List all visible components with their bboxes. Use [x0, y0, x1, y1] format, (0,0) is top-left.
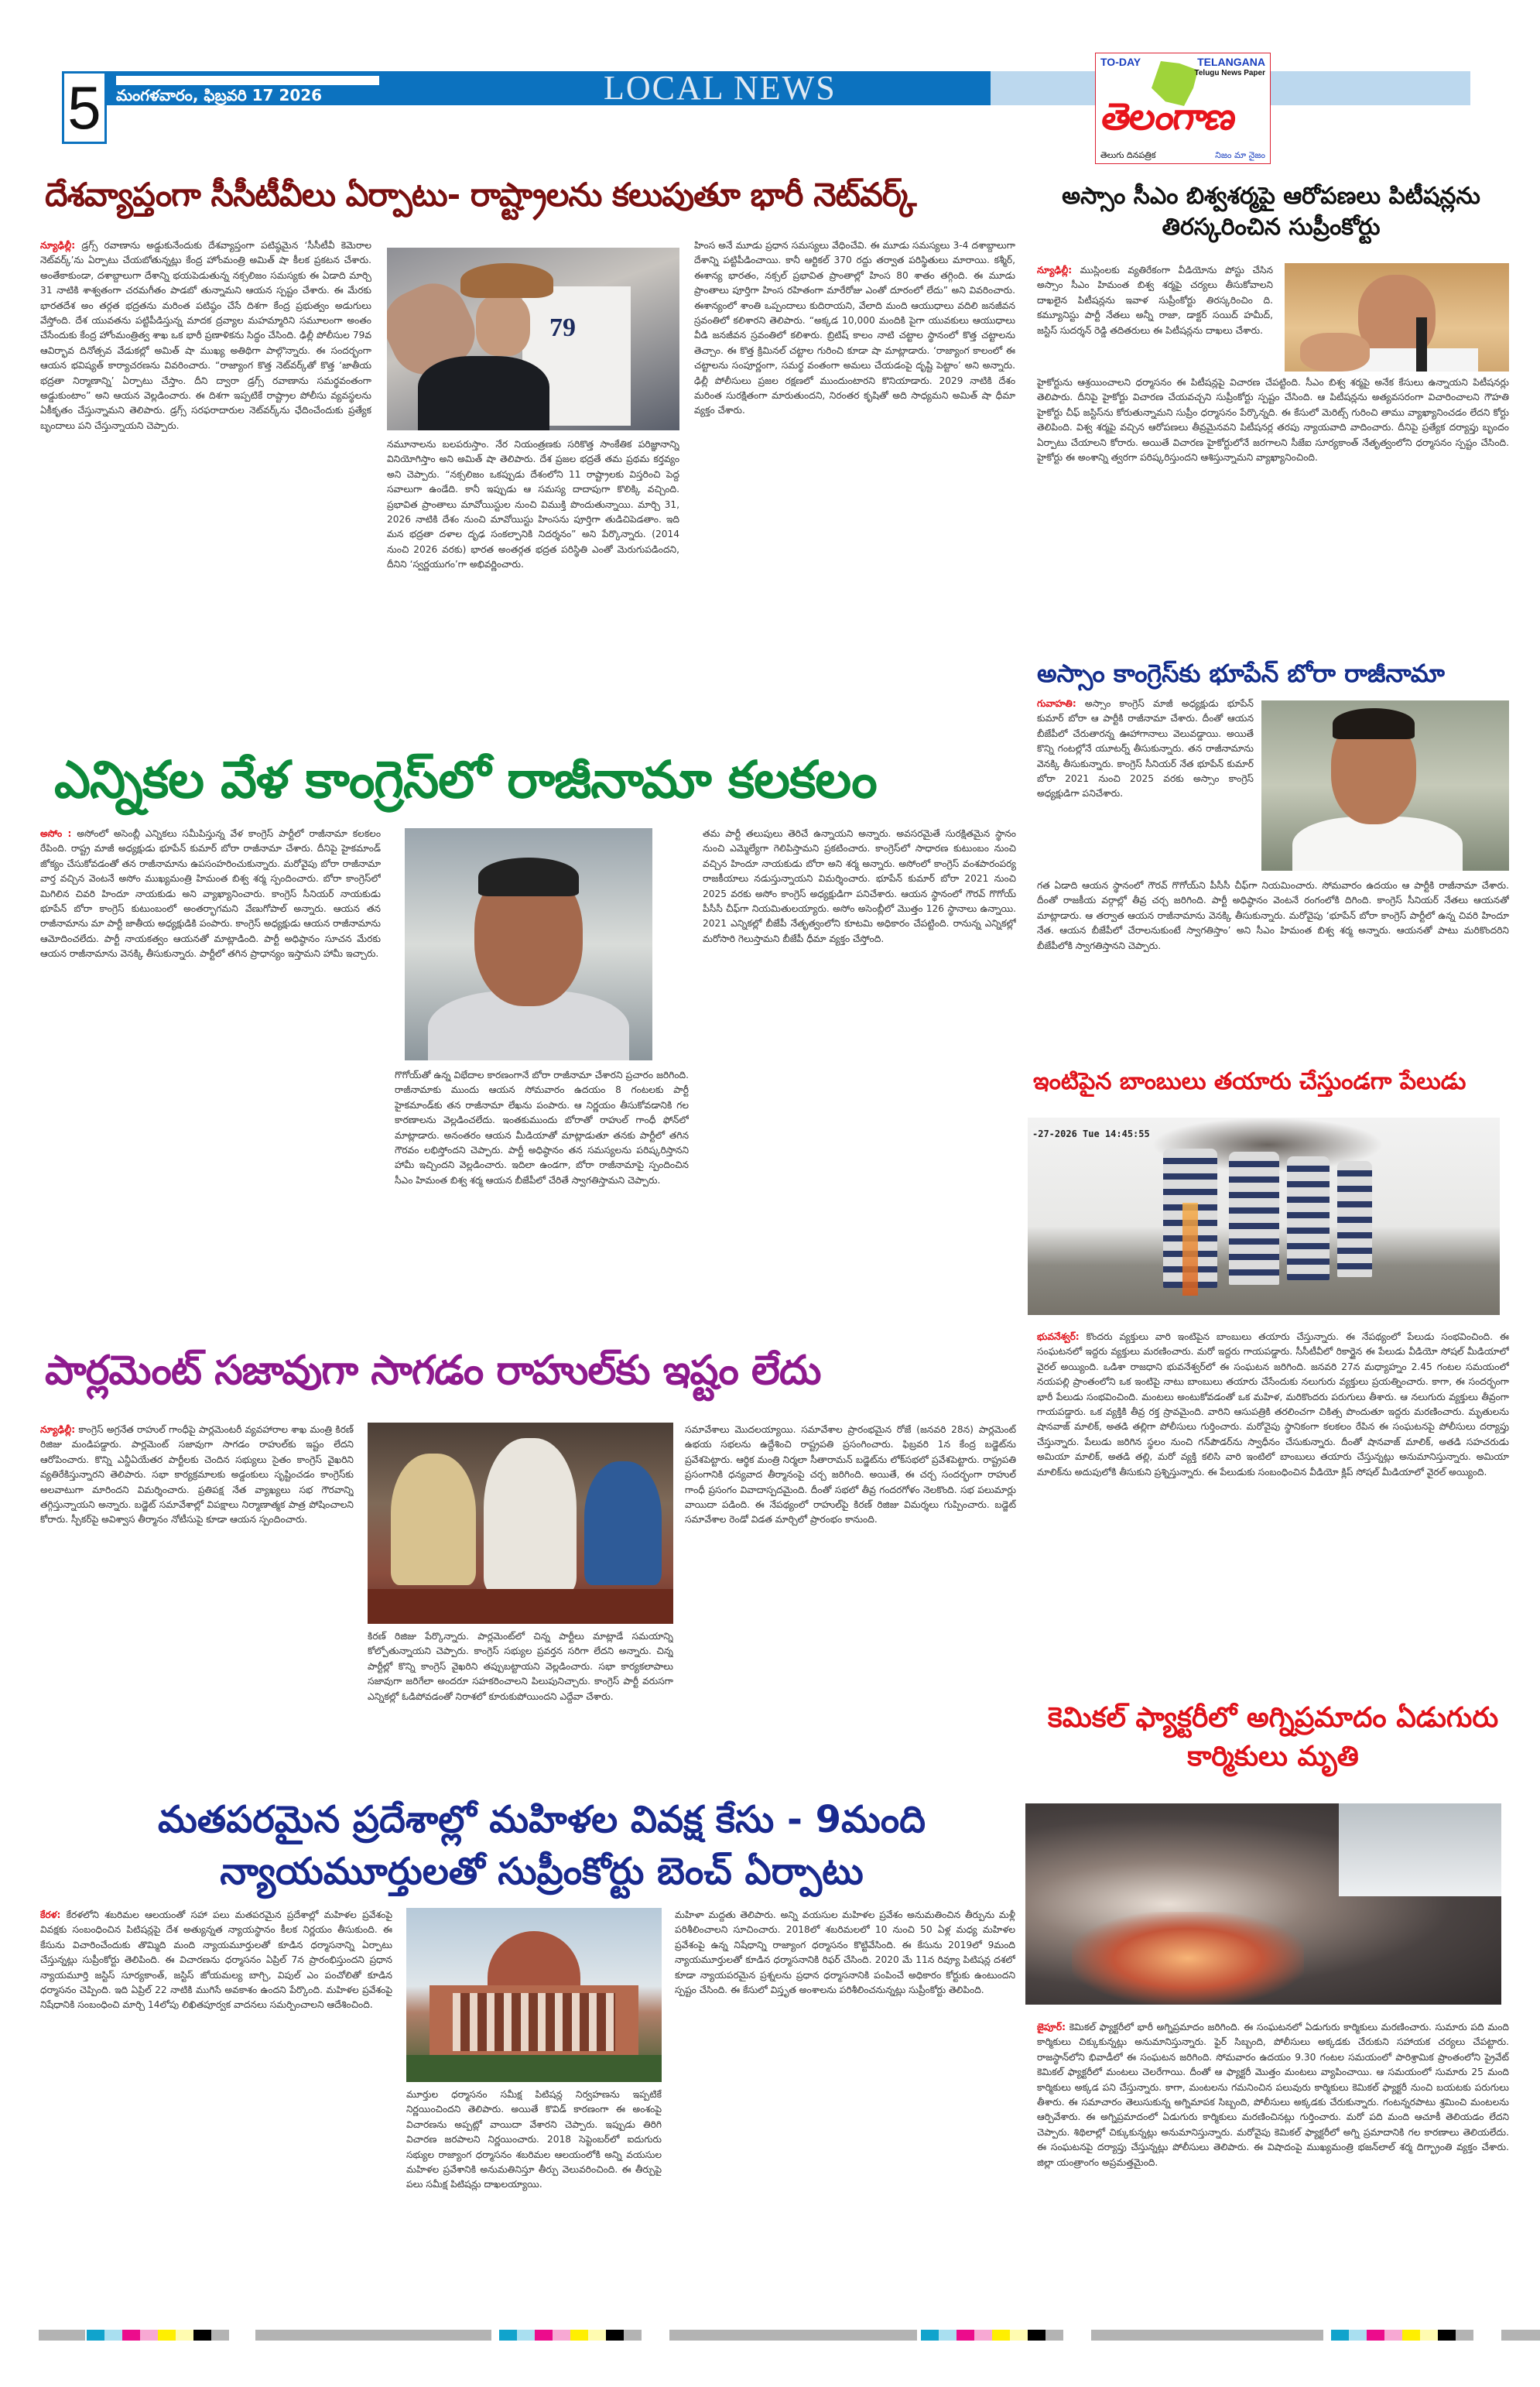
- color-swatch: [1420, 2330, 1438, 2341]
- photo-himanta-biswa-sarma: [1285, 263, 1509, 372]
- logo-telangana: TELANGANA: [1197, 56, 1265, 68]
- headline-bomb-blast: ఇంటిపైన బాంబులు తయారు చేస్తుండగా పేలుడు: [1033, 1068, 1466, 1095]
- headline-chemical-fire: కెమికల్ ఫ్యాక్టరీలో అగ్నిప్రమాదం ఏడుగురు కార్మికులు మృతి: [1047, 1702, 1499, 1772]
- article-text: కాంగ్రెస్ అగ్రనేత రాహుల్ గాంధీపై పార్లమెంటరీ వ్యవహారాల శాఖ మంత్రి కిరణ్ రిజిజు మండిపడ్డారు. పార్లమెంట్ సజావుగా సాగడం రాహుల్‌కు ఇష్టం లేదని ఆరోపించారు. కొన్ని ఎన్డీఏయేతర పార్టీలకు చెందిన సభ్యులు సైతం కాంగ్రెస్ వైఖరిని వ్యతిరేకిస్తున్నారని తెలిపారు. సభా కార్యక్రమాలకు అడ్డంకులు సృష్టించడం కాంగ్రెస్‌కు అలవాటుగా మారిందని విమర్శించారు. ప్రతిపక్ష నేత వ్యాఖ్యలు సభ గౌరవాన్ని తగ్గిస్తున్నాయని అన్నారు. బడ్జెట్ సమావేశాల్లో విపక్షాలు నిర్మాణాత్మక పాత్ర పోషించాలని కోరారు. స్పీకర్‌పై అవిశ్వాస తీర్మానం నోటీసుపై కూడా ఆయన స్పందించారు.: [40, 1424, 354, 1526]
- color-swatch: [499, 2330, 517, 2341]
- section-title: LOCAL NEWS: [604, 69, 837, 107]
- photo-parliament: [368, 1423, 673, 1624]
- headline-bhupen-bora: అస్సాం కాంగ్రెస్‌కు భూపేన్ బోరా రాజీనామా: [1037, 659, 1445, 688]
- article-bhupen-col2: గత ఏడాది ఆయన స్థానంలో గౌరవ్ గొగోయ్‌ని పీసీసీ చీఫ్‌గా నియమించారు. సోమవారం ఉదయం ఆ పార్టీకి రాజీనామా చేశారు. దీంతో రాజకీయ వర్గాల్లో తీవ్ర చర్చ జరిగింది. పార్టీ అధిష్ఠానం వెంటనే రంగంలోకి దిగింది. కాంగ్రెస్ సీనియర్ నేతలు ఆయనతో మాట్లాడారు. ఆ తర్వాత ఆయన రాజీనామాను వెనక్కి తీసుకున్నారు. మరోవైపు ‘భూపేన్ బోరా కాంగ్రెస్ పార్టీలో ఉన్న చివరి హిందూ నేత. ఆయన బీజేపీలో చేరాలనుకుంటే స్వాగతిస్తాం’ అని సీఎం హిమంత బిశ్వ శర్మ అన్నారు. ఆయనతో పాటు మరికొందరిని బీజేపీలోకి స్వాగతిస్తానని చెప్పారు.: [1037, 880, 1509, 951]
- dateline: జైపూర్:: [1037, 2022, 1066, 2033]
- logo-today: TO-DAY: [1100, 56, 1141, 68]
- photo-congress-leader: [405, 828, 652, 1060]
- article-cctv-col1: [40, 238, 371, 722]
- logo-subtitle: Telugu News Paper: [1194, 69, 1265, 77]
- article-text: ముస్లింలకు వ్యతిరేకంగా వీడియోను పోస్టు చేసిన అస్సాం సీఎం హిమంత బిశ్వ శర్మపై చర్యలు తీసుకోవాలని దాఖలైన పిటీషన్లను ఇవాళ సుప్రీంకోర్టు తిరస్కరించిం ది. కమ్యూనిస్టు పార్టీ నేతలు అన్నీ రాజా, డాక్టర్ సయిద్ హమీద్, జస్టిస్ సుదర్శన్ రెడ్డి తదితరులు ఈ పిటీషన్లను దాఖలు చేశారు.: [1037, 265, 1273, 336]
- article-text: డ్రగ్స్ రవాణాను అడ్డుకునేందుకు దేశవ్యాప్తంగా పటిష్ఠమైన ‘సీసీటీవీ కెమెరాల నెట్‌వర్క్’ను ఏర్పాటు చేయబోతున్నట్లు కేంద్ర హోంమంత్రి అమిత్ షా కీలక ప్రకటన చేశారు. అంతేకాకుండా, దశాబ్దాలుగా దేశాన్ని భయపెడుతున్న నక్సలిజం సమస్యకు ఈ ఏడాది మార్చి 31 నాటికి శాశ్వతంగా చరమగీతం పాడబో తున్నామని ఆయన స్పష్టం చేశారు. ఈ మేరకు భారతదేశ అం తర్గత భద్రతను మరింత పటిష్ఠం చేసే దిశగా కేంద్ర ప్రభుత్వం అడుగులు వేస్తోంది. దేశ యువతను పట్టిపీడిస్తున్న మాదక ద్రవ్యాల మహమ్మారిని సమూలంగా అంతం చేసేందుకు కేంద్ర హోంమంత్రిత్వ శాఖ ఒక భారీ ప్రణాళికను సిద్ధం చేసింది. ఢిల్లీ పోలీసుల 79వ ఆవిర్భావ దినోత్సవ వేడుకల్లో అమిత్ షా ముఖ్య అతిథిగా పాల్గొన్నారు. ఈ సందర్భంగా ఆయన భవిష్యత్ కార్యాచరణను వివరించారు. “రాజ్యాంగ కొత్త నెట్‌వర్క్‌తో కొత్త ‘జాతీయ భద్రతా నిర్మాణాన్ని’ ఏర్పాటు చేస్తాం. దీని ద్వారా డ్రగ్స్ రవాణాను సమర్థవంతంగా అడ్డుకుంటాం” అని ఆయన వెల్లడించారు. ఈ దిశగా ఇప్పటికే రాష్ట్రాల పోలీసు వ్యవస్థలను ఏకీకృతం చేస్తున్నామని తెలిపారు. డ్రగ్స్ సరఫరాదారుల నెట్‌వర్క్‌ను ఛేదించేందుకు ప్రత్యేక బృందాలు పని చేస్తున్నాయని చెప్పారు.: [40, 240, 371, 431]
- color-bar-grey: [1091, 2330, 1323, 2341]
- article-assam-col1: [1037, 263, 1273, 369]
- photo-factory-fire: [1025, 1803, 1501, 2005]
- headline-assam-cm: అస్సాం సీఎం బిశ్వశర్మపై ఆరోపణలు పిటీషన్లను తిరస్కరించిన సుప్రీంకోర్టు: [1062, 183, 1480, 241]
- color-swatch: [193, 2330, 211, 2341]
- article-bhupen-col1: [1037, 697, 1254, 876]
- color-swatch: [624, 2330, 642, 2341]
- date-strip: [116, 76, 379, 85]
- color-bar-grey: [1501, 2330, 1540, 2341]
- dateline: న్యూఢిల్లీ:: [1037, 265, 1073, 276]
- color-bar-group: [499, 2330, 642, 2341]
- color-swatch: [588, 2330, 606, 2341]
- article-text: కేరళలోని శబరిమల ఆలయంతో సహా పలు మతపరమైన ప్రదేశాల్లో మహిళల ప్రవేశంపై వివక్షకు సంబంధించిన పిటిషన్లపై దేశ అత్యున్నత న్యాయస్థానం కీలక నిర్ణయం తీసుకుంది. ఈ కేసును విచారించేందుకు తొమ్మిది మంది న్యాయమూర్తులతో కూడిన ధర్మాసనాన్ని ఏర్పాటు చేస్తున్నట్లు సుప్రీంకోర్టు తెలిపింది. ఈ విచారణను ధర్మాసనం ఏప్రిల్ 7న ప్రారంభిస్తుందని ప్రధాన న్యాయమూర్తి జస్టిస్ సూర్యకాంత్, జస్టిస్ జోయమల్య బాగ్చి, విపుల్ ఎం పంచోలితో కూడిన ధర్మాసనం చెప్పింది. ఇది ఏప్రిల్ 22 నాటికి ముగిసే అవకాశం ఉందని పేర్కొంది. మహిళల ప్రవేశంపై నిషేధానికి సంబంధించి మార్చి 14లోపు లిఖితపూర్వక వాదనలు సమర్పించాలని ఆదేశించింది.: [40, 1909, 392, 2011]
- color-bar-group: [921, 2330, 1063, 2341]
- article-temple-col1: [40, 1908, 392, 2322]
- photo-bhupen-bora: [1261, 700, 1509, 871]
- color-swatch: [939, 2330, 957, 2341]
- color-swatch: [176, 2330, 193, 2341]
- article-temple-col3: మహిళా మద్దతు తెలిపారు. అన్ని వయసుల మహిళల ప్రవేశం అనుమతించిన తీర్పును మళ్లీ పరిశీలించాలని సూచించారు. 2018లో శబరిమలలో 10 నుంచి 50 ఏళ్ల మధ్య మహిళల ప్రవేశంపై ఉన్న నిషేధాన్ని రాజ్యాంగ ధర్మాసనం కొట్టివేసింది. ఈ కేసును 2019లో 9మంది న్యాయమూర్తులతో కూడిన ధర్మాసనానికి రిఫర్ చేసింది. 2020 మే 11న రివ్యూ పిటిషన్ల దశలో కూడా న్యాయపరమైన ప్రశ్నలను ప్రధాన ధర్మాసనానికి పంపించే అధికారం కోర్టుకు ఉంటుందని స్పష్టం చేసింది. ఈ కేసులో విస్తృత అంశాలను పరిశీలించనున్నట్లు సుప్రీంకోర్టు తెలిపింది.: [675, 1909, 1015, 1996]
- dateline: న్యూఢిల్లీ:: [40, 1424, 76, 1435]
- dateline: కేరళ:: [40, 1909, 61, 1920]
- photo-amit-shah: 79: [387, 248, 679, 430]
- headline-temple-case: మతపరమైన ప్రదేశాల్లో మహిళల వివక్ష కేసు - 9మంది న్యాయమూర్తులతో సుప్రీంకోర్టు బెంచ్ ఏర్పాటు: [157, 1798, 926, 1894]
- article-text: కొందరు వ్యక్తులు వారి ఇంటిపైన బాంబులు తయారు చేస్తున్నారు. ఈ నేపథ్యంలో పేలుడు సంభవించింది. ఈ సంఘటనలో ఇద్దరు వ్యక్తులు మరణించారు. మరో ఇద్దరు గాయపడ్డారు. సీసీటీవీలో రికార్డైన ఈ పేలుడు వీడియో సోషల్ మీడియాలో వైరల్ అయ్యింది. ఒడిశా రాజధాని భువనేశ్వర్‌లో ఈ సంఘటన జరిగింది. జనవరి 27న మధ్యాహ్నం 2.45 గంటల సమయంలో నయపల్లి ప్రాంతంలోని ఒక ఇంటిపై నాటు బాంబులు తయారు చేసేందుకు నలుగురు వ్యక్తులు ప్రయత్నించారు. కాగా, ఈ సందర్భంగా భారీ పేలుడు సంభవించింది. మంటలు అంటుకోవడంతో ఒక మహిళ, మరికొందరు పరుగులు తీశారు. ఆ నలుగురు వ్యక్తులు తీవ్రంగా గాయపడ్డారు. ఒక వ్యక్తికి తీవ్ర రక్త స్రావమైంది. వారిని ఆసుపత్రికి తరలించగా చికిత్స పొందుతూ ఇద్దరు మరణించారు. మృతులను షానవాజ్ మాలిక్, అతడి తల్లిగా పోలీసులు గుర్తించారు. మరోవైపు స్థానికంగా కలకలం రేపిన ఈ సంఘటనపై పోలీసులు దర్యాప్తు చేస్తున్నారు. పేలుడు జరిగిన స్థలం నుంచి గన్‌పౌడర్‌ను స్వాధీనం చేసుకున్నారు. దీంతో షానవాజ్ మాలిక్, అతడి సహచరుడు అమియా మాలిక్, అతడి తల్లి, మరో వ్యక్తి కలిసి వారి ఇంటిలో బాంబులు తయారు చేస్తున్నట్లు అనుమానిస్తున్నారు. అమియా మాలిక్‌ను అదుపులోకి తీసుకుని ప్రశ్నిస్తున్నారు. ఈ పేలుడుకు సంబంధించిన వీడియో క్లిప్ సోషల్ మీడియాలో వైరల్ అయ్యింది.: [1037, 1331, 1509, 1478]
- article-text: అస్సాం కాంగ్రెస్ మాజీ అధ్యక్షుడు భూపేన్ కుమార్ బోరా ఆ పార్టీకి రాజీనామా చేశారు. దీంతో ఆయన బీజేపీలో చేరుతారన్న ఊహాగానాలు వెలువడ్డాయి. అయితే కొన్ని గంటల్లోనే యూటర్న్ తీసుకున్నారు. తన రాజీనామాను వెనక్కి తీసుకున్నారు. కాంగ్రెస్ సీనియర్ నేత భూపేన్ కుమార్ బోరా 2021 నుంచి 2025 వరకు అస్సాం కాంగ్రెస్ అధ్యక్షుడిగా పనిచేశారు.: [1037, 698, 1254, 800]
- color-swatch: [1349, 2330, 1367, 2341]
- color-swatch: [122, 2330, 140, 2341]
- color-swatch: [553, 2330, 570, 2341]
- color-bar-grey: [255, 2330, 491, 2341]
- color-swatch: [1402, 2330, 1420, 2341]
- headline-cctv: దేశవ్యాప్తంగా సీసీటీవీలు ఏర్పాటు- రాష్ట్రాలను కలుపుతూ భారీ నెట్‌వర్క్: [45, 176, 916, 214]
- photo-cctv-blast: [1028, 1118, 1500, 1315]
- article-congress-col3: తమ పార్టీ తలుపులు తెరిచే ఉన్నాయని అన్నారు. అవసరమైతే సురక్షితమైన స్థానం నుంచి ఎమ్మెల్యేగా గెలిపిస్తామని ప్రకటించారు. కాంగ్రెస్‌లో సాధారణ కుటుంబం నుంచి వచ్చిన హిందూ నాయకుడు బోరా అని శర్మ అన్నారు. అసోంలో కాంగ్రెస్ వంశపారంపర్య రాజకీయాలు నడుస్తున్నాయని విమర్శించారు. భూపేన్ కుమార్ బోరా 2021 నుంచి 2025 వరకు అసోం కాంగ్రెస్ అధ్యక్షుడిగా పనిచేశారు. ఆయన స్థానంలో గౌరవ్ గొగోయ్ పీసీసీ చీఫ్‌గా నియమితులయ్యారు. అసోం అసెంబ్లీలో మొత్తం 126 స్థానాలు ఉన్నాయి. 2021 ఎన్నికల్లో బీజేపీ నేతృత్వంలోని కూటమి అధికారం చేపట్టింది. రానున్న ఎన్నికల్లో మరోసారి గెలుస్తామని బీజేపీ ధీమా వ్యక్తం చేస్తోంది.: [703, 828, 1016, 944]
- article-text: కెమికల్ ఫ్యాక్టరీలో భారీ అగ్నిప్రమాదం జరిగింది. ఈ సంఘటనలో ఏడుగురు కార్మికులు మరణించారు. సుమారు పది మంది కార్మికులు చిక్కుకున్నట్లు అనుమానిస్తున్నారు. ఫైర్ సిబ్బంది, పోలీసులు అక్కడకు చేరుకుని సహాయక చర్యలు చేపట్టారు. రాజస్థాన్‌లోని భివాడీలో ఈ సంఘటన జరిగింది. సోమవారం ఉదయం 9.30 గంటల సమయంలో పారిశ్రామిక ప్రాంతంలోని ప్రైవేట్ కెమికల్ ఫ్యాక్టరీలో మంటలు చెలరేగాయి. దీంతో ఆ ఫ్యాక్టరీ మొత్తం మంటలు వ్యాపించాయి. ఆ సమయంలో సుమారు 25 మంది కార్మికులు అక్కడ పని చేస్తున్నారు. కాగా, మంటలను గమనించిన పలువురు కార్మికులు కెమికల్ ఫ్యాక్టరీ నుంచి బయటకు పరుగులు తీశారు. ఈ సమాచారం తెలుసుకున్న అగ్నిమాపక సిబ్బంది, పోలీసులు అక్కడకు చేరుకున్నారు. గంటన్నరపాటు శ్రమించి మంటలను ఆర్పివేశారు. ఈ అగ్నిప్రమాదంలో ఏడుగురు కార్మికులు మరణించినట్లు గుర్తించారు. మరో పది మంది ఆచూకీ తెలియడం లేదని చెప్పారు. శిథిలాల్లో చిక్కుకున్నట్లు అనుమానిస్తున్నారు. మరోవైపు కెమికల్ ఫ్యాక్టరీలో అగ్ని ప్రమాదానికి గల కారణాలు తెలియలేదు. ఈ సంఘటనపై దర్యాప్తు చేస్తున్నట్లు పోలీసులు తెలిపారు. ఈ విషాదంపై ముఖ్యమంత్రి భజన్‌లాల్ శర్మ దిగ్భ్రాంతి వ్యక్తం చేశారు. జిల్లా యంత్రాంగం అప్రమత్తమైంది.: [1037, 2022, 1509, 2168]
- article-temple-col2: మూర్తుల ధర్మాసనం సమీక్ష పిటిషన్ల నిర్వహణను ఇప్పటికే నిర్ణయించిందని తెలిపారు. అయితే కొవిడ్ కారణంగా ఈ అంశంపై విచారణను అప్పట్లో వాయిదా వేశారని చెప్పారు. ఇప్పుడు తిరిగి విచారణ జరపాలని నిర్ణయించారు. 2018 సెప్టెంబర్‌లో ఐదుగురు సభ్యుల రాజ్యాంగ ధర్మాసనం శబరిమల ఆలయంలోకి అన్ని వయసుల మహిళల ప్రవేశానికి అనుమతినిస్తూ తీర్పు వెలువరించింది. ఈ తీర్పుపై పలు సమీక్ష పిటిషన్లు దాఖలయ్యాయి.: [406, 2089, 662, 2190]
- article-chemical-body: [1037, 2020, 1509, 2322]
- dateline: అసోం :: [40, 828, 72, 839]
- article-assam-col2: హైకోర్టును ఆశ్రయించాలని ధర్మాసనం ఈ పిటీషన్లపై విచారణ చేపట్టింది. సీఎం బిశ్వ శర్మపై అనేక కేసులు ఉన్నాయని పిటీషనర్లు తెలిపారు. దీనిపై హైకోర్టు విచారణ చేయవచ్చని సుప్రీంకోర్టు స్పష్టం చేసింది. ఆ పిటీషన్లను అత్యవసరంగా విచారించాలని గౌహతి హైకోర్టు చీఫ్ జస్టిస్‌ను కోరుతున్నామని సుప్రీం ధర్మాసనం పేర్కొన్నది. ఈ కేసులో మెరిట్స్ గురించి తాము వ్యాఖ్యానించడం లేదని కోర్టు తెలిపింది. విశ్వ శర్మపై వచ్చిన ఆరోపణలు తీవ్రమైనవని పిటీషనర్ల తరపు న్యాయవాది వాదించారు. దీనిపై ప్రత్యేక దర్యాప్తు బృందం ఏర్పాటు చేయాలని కోరారు. అయితే విచారణ హైకోర్టులోనే జరగాలని సీజేఐ సూర్యకాంత్ నేతృత్వంలోని ధర్మాసనం స్పష్టం చేసింది. హైకోర్టు ఈ అంశాన్ని త్వరగా పరిష్కరిస్తుందని ఆశిస్తున్నామని వ్యాఖ్యానించింది.: [1037, 377, 1509, 464]
- color-swatch: [1384, 2330, 1402, 2341]
- color-swatch: [140, 2330, 158, 2341]
- color-bar-grey: [669, 2330, 917, 2341]
- photo-supreme-court: [406, 1908, 662, 2082]
- color-swatch: [992, 2330, 1010, 2341]
- color-swatch: [1438, 2330, 1456, 2341]
- article-congress-col2: గొగోయ్‌తో ఉన్న విభేదాల కారణంగానే బోరా రాజీనామా చేశారని ప్రచారం జరిగింది. రాజీనామాకు ముందు ఆయన సోమవారం ఉదయం 8 గంటలకు పార్టీ హైకమాండ్‌కు తన రాజీనామా లేఖను పంపారు. ఆ నిర్ణయం తీసుకోవడానికి గల కారణాలను వెల్లడించలేదు. ఇంతకుముందు బోరాతో రాహుల్ గాంధీ ఫోన్‌లో మాట్లాడారు. అనంతరం ఆయన మీడియాతో మాట్లాడుతూ తనకు పార్టీలో తగిన గౌరవం లభిస్తోందని చెప్పారు. పార్టీ అధిష్ఠానం తన సమస్యలను పరిష్కరిస్తానని హామీ ఇచ్చిందని వెల్లడించారు. ఇదిలా ఉండగా, బోరా రాజీనామాపై స్పందించిన సీఎం హిమంత బిశ్వ శర్మ ఆయన బీజేపీలో చేరితే స్వాగతిస్తామని చెప్పారు.: [395, 1070, 689, 1186]
- newspaper-logo: [1095, 53, 1271, 164]
- page-number: 5: [62, 71, 107, 144]
- article-text: అసోంలో అసెంబ్లీ ఎన్నికలు సమీపిస్తున్న వేళ కాంగ్రెస్ పార్టీలో రాజీనామా కలకలం రేపింది. రాష్ట్ర మాజీ అధ్యక్షుడు భూపేన్ కుమార్ బోరా రాజీనామా చేశారు. దీనిపై హైకమాండ్ జోక్యం చేసుకోవడంతో తన రాజీనామాను ఉపసంహరించుకున్నారు. మరోవైపు బోరా రాజీనామా వార్త వచ్చిన వెంటనే అసోం ముఖ్యమంత్రి హిమంత బిశ్వ శర్మ స్పందించారు. బోరా కాంగ్రెస్‌లో మిగిలిన చివరి హిందూ నాయకుడు అని వ్యాఖ్యానించారు. కాంగ్రెస్ సీనియర్ నాయకుడు భూపేన్ బోరా కాంగ్రెస్ కుటుంబంలో అంతర్భాగమని వేణుగోపాల్ అన్నారు. ఆయన తన రాజీనామాను మా పార్టీ జాతీయ అధ్యక్షుడికి పంపారు. కాంగ్రెస్ అధ్యక్షుడు ఆయన రాజీనామాను ఆమోదించలేదు. పార్టీ నాయకత్వం ఆయనతో మాట్లాడింది. పార్టీ అధిష్ఠానం సూచన మేరకు ఆయన రాజీనామాను వెనక్కి తీసుకున్నారు. పార్టీలో తగిన ప్రాధాన్యం ఇస్తామని హామీ ఇచ్చారు.: [40, 828, 381, 960]
- article-parliament-col2: కిరణ్ రిజిజు పేర్కొన్నారు. పార్లమెంట్‌లో చిన్న పార్టీలు మాట్లాడే సమయాన్ని కోల్పోతున్నాయని చెప్పారు. కాంగ్రెస్ సభ్యుల ప్రవర్తన సరిగా లేదని అన్నారు. చిన్న పార్టీల్లో కొన్ని కాంగ్రెస్ వైఖరిని తప్పుబట్టాయని వెల్లడించారు. సభా కార్యకలాపాలు సజావుగా జరిగేలా అందరూ సహకరించాలని పిలుపునిచ్చారు. కాంగ్రెస్ పార్టీ వరుసగా ఎన్నికల్లో ఓడిపోవడంతో నిరాశలో కూరుకుపోయిందని ఎద్దేవా చేశారు.: [368, 1631, 673, 1702]
- headline-congress: ఎన్నికల వేళ కాంగ్రెస్‌లో రాజీనామా కలకలం: [54, 750, 877, 810]
- color-swatch: [1010, 2330, 1028, 2341]
- color-swatch: [606, 2330, 624, 2341]
- logo-tagline-left: తెలుగు దినపత్రిక: [1100, 150, 1156, 160]
- color-swatch: [1367, 2330, 1384, 2341]
- color-swatch: [1331, 2330, 1349, 2341]
- color-bar-grey: [39, 2330, 85, 2341]
- color-swatch: [517, 2330, 535, 2341]
- headline-parliament: పార్లమెంట్ సజావుగా సాగడం రాహుల్‌కు ఇష్టం లేదు: [45, 1348, 821, 1394]
- article-bomb-body: [1037, 1330, 1509, 1682]
- article-parliament-col3: సమావేశాలు మొదలయ్యాయి. సమావేశాల ప్రారంభమైన రోజే (జనవరి 28న) పార్లమెంట్ ఉభయ సభలను ఉద్దేశించి రాష్ట్రపతి ప్రసంగించారు. ఫిబ్రవరి 1న కేంద్ర బడ్జెట్‌ను ప్రవేశపెట్టారు. ఆర్థిక మంత్రి నిర్మలా సీతారామన్ బడ్జెట్‌ను లోక్‌సభలో ప్రవేశపెట్టారు. రాష్ట్రపతి ప్రసంగానికి ధన్యవాద తీర్మానంపై చర్చ జరిగింది. అయితే, ఈ చర్చ సందర్భంగా రాహుల్ గాంధీ ప్రసంగం వివాదాస్పదమైంది. దీంతో సభలో తీవ్ర గందరగోళం నెలకొంది. సభ పలుమార్లు వాయిదా పడింది. ఈ నేపథ్యంలో రాహుల్‌పై కిరణ్ రిజిజు విమర్శలు గుప్పించారు. బడ్జెట్ సమావేశాల రెండో విడత మార్చిలో ప్రారంభం కానుంది.: [685, 1424, 1016, 1526]
- article-cctv-col2: నమూనాలను బలపరుస్తాం. నేర నియంత్రణకు సరికొత్త సాంకేతిక పరిజ్ఞానాన్ని వినియోగిస్తాం అని అమిత్ షా తెలిపారు. దేశ ప్రజల భద్రతే తమ ప్రథమ కర్తవ్యం అని చెప్పారు. “నక్సలిజం ఒకప్పుడు దేశంలోని 11 రాష్ట్రాలకు విస్తరించి పెద్ద సవాలుగా ఉండేది. కానీ ఇప్పుడు ఆ సమస్య దాదాపుగా కొలిక్కి వచ్చింది. ప్రభావిత ప్రాంతాలు మావోయిస్టుల నుంచి విముక్తి పొందుతున్నాయి. మార్చి 31, 2026 నాటికి దేశం నుంచి మావోయిస్టు హింసను పూర్తిగా తుడిచిపెడతాం. ఇది మన భద్రతా దళాల దృఢ సంకల్పానికి నిదర్శనం” అని పేర్కొన్నారు. (2014 నుంచి 2026 వరకు) భారత అంతర్గత భద్రత పరిస్థితి ఎంతో మెరుగుపడిందని, దీనిని ‘స్వర్ణయుగం’గా అభివర్ణించారు.: [387, 439, 679, 570]
- color-swatch: [87, 2330, 104, 2341]
- color-swatch: [1028, 2330, 1045, 2341]
- article-congress-col1: [40, 827, 381, 1322]
- color-swatch: [104, 2330, 122, 2341]
- color-swatch: [211, 2330, 229, 2341]
- cctv-timestamp: -27-2026 Tue 14:45:55: [1032, 1128, 1150, 1139]
- dateline: భువనేశ్వర్:: [1037, 1331, 1080, 1342]
- article-cctv-col3: హింస అనే మూడు ప్రధాన సమస్యలు వేధించేవి. ఈ మూడు సమస్యలు 3-4 దశాబ్దాలుగా దేశాన్ని పట్టిపీడించాయి. కానీ ఆర్టికల్ 370 రద్దు తర్వాత పరిస్థితులు మారాయి. కశ్మీర్, ఈశాన్య భారతం, నక్సల్ ప్రభావిత ప్రాంతాల్లో హింస 80 శాతం తగ్గింది. ఈ మూడు ప్రాంతాలు పూర్తిగా హింస రహితంగా మారేరోజు ఎంతో దూరంలో లేదు” అని వివరించారు. ఈశాన్యంలో శాంతి ఒప్పందాలు కుదిరాయని, వేలాది మంది ఆయుధాలు వదిలి జనజీవన స్రవంతిలో కలిశారని తెలిపారు. “అక్కడ 10,000 మందికి పైగా యువకులు ఆయుధాలు వీడి జనజీవన స్రవంతిలో కలిశారు. బ్రిటిష్ కాలం నాటి చట్టాల స్థానంలో కొత్త చట్టాలను తెచ్చాం. ఈ కొత్త క్రిమినల్ చట్టాల గురించి కూడా షా మాట్లాడారు. ‘రాజ్యాంగ కాలంలో ఈ చట్టాలను సంపూర్ణంగా, సమర్థ వంతంగా అమలు చేయడంపై దృష్టి పెట్టాం’ అని అన్నారు. ఢిల్లీ పోలీసులు ప్రజల రక్షణలో ముందుంటారని కొనియాడారు. 2029 నాటికి దేశం మరింత సురక్షితంగా మారుతుందని, నిరంతర కృషితో అది సాధ్యమని అమిత్ షా ధీమా వ్యక్తం చేశారు.: [694, 240, 1015, 416]
- color-swatch: [974, 2330, 992, 2341]
- issue-date: మంగళవారం, ఫిబ్రవరి 17 2026: [116, 86, 323, 104]
- article-parliament-col1: [40, 1423, 354, 1779]
- logo-tagline-right: నిజం మా నైజం: [1215, 150, 1265, 160]
- color-bar-group: [1331, 2330, 1473, 2341]
- dateline: న్యూఢిల్లీ:: [40, 240, 76, 251]
- color-swatch: [921, 2330, 939, 2341]
- color-bar-group: [87, 2330, 229, 2341]
- color-swatch: [1045, 2330, 1063, 2341]
- color-swatch: [570, 2330, 588, 2341]
- color-swatch: [158, 2330, 176, 2341]
- logo-wordmark: తెలంగాణ: [1099, 95, 1238, 139]
- color-swatch: [535, 2330, 553, 2341]
- dateline: గువాహతి:: [1037, 698, 1076, 709]
- color-swatch: [1456, 2330, 1473, 2341]
- color-swatch: [957, 2330, 974, 2341]
